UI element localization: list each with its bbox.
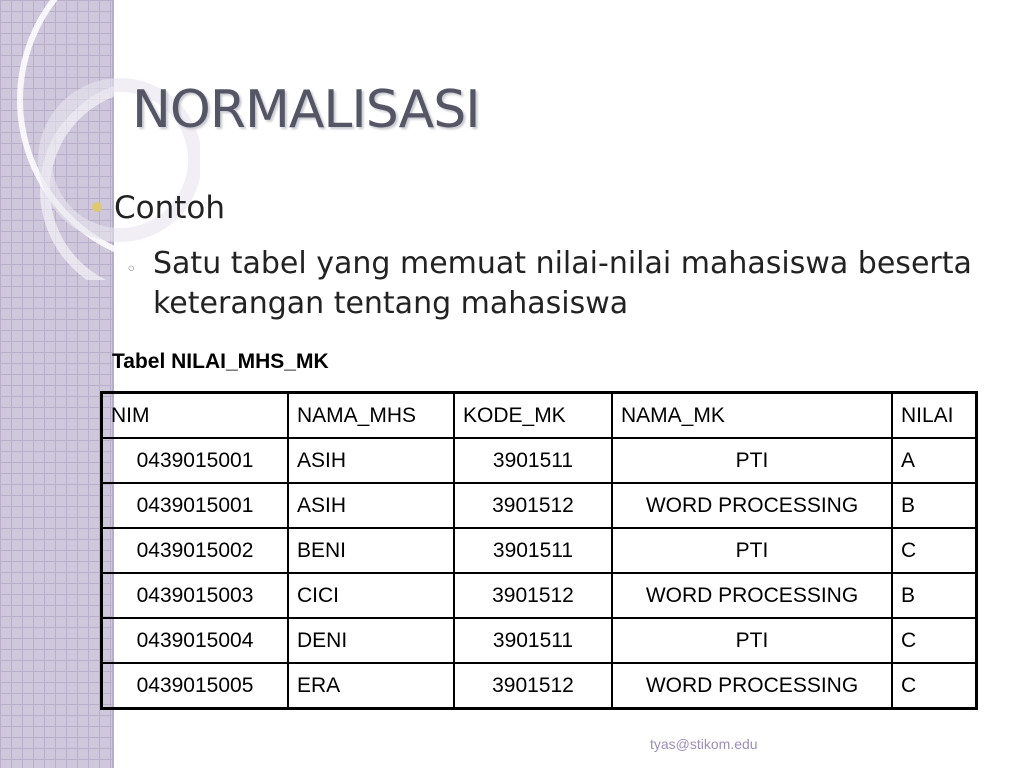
- cell-nama-mhs: ASIH: [288, 483, 454, 528]
- cell-nilai: B: [892, 483, 977, 528]
- cell-kode-mk: 3901511: [454, 528, 612, 573]
- cell-kode-mk: 3901512: [454, 573, 612, 618]
- cell-kode-mk: 3901511: [454, 438, 612, 483]
- table-row: [102, 483, 977, 528]
- cell-nama-mhs: ASIH: [288, 438, 454, 483]
- cell-nama-mk: WORD PROCESSING: [612, 483, 892, 528]
- cell-nama-mhs: ERA: [288, 663, 454, 709]
- table-caption: Tabel NILAI_MHS_MK: [112, 350, 329, 373]
- cell-nama-mk: PTI: [612, 528, 892, 573]
- cell-nilai: C: [892, 618, 977, 663]
- cell-nama-mk: WORD PROCESSING: [612, 573, 892, 618]
- nilai-mhs-mk-table: [100, 391, 978, 710]
- cell-nama-mhs: BENI: [288, 528, 454, 573]
- cell-nilai: A: [892, 438, 977, 483]
- footer-email: tyas@stikom.edu: [650, 736, 758, 752]
- cell-nilai: C: [892, 663, 977, 709]
- slide-title: NORMALISASI: [132, 80, 480, 140]
- cell-nama-mk: PTI: [612, 438, 892, 483]
- cell-nim: 0439015004: [102, 618, 289, 663]
- table-header-row: [102, 393, 977, 439]
- cell-kode-mk: 3901512: [454, 663, 612, 709]
- cell-nama-mk: WORD PROCESSING: [612, 663, 892, 709]
- cell-nim: 0439015001: [102, 438, 289, 483]
- cell-kode-mk: 3901512: [454, 483, 612, 528]
- header-nim: NIM: [102, 393, 289, 439]
- bullet-contoh: [92, 190, 225, 226]
- cell-nama-mk: PTI: [612, 618, 892, 663]
- cell-nim: 0439015003: [102, 573, 289, 618]
- cell-nilai: B: [892, 573, 977, 618]
- bullet-contoh-text: Contoh: [114, 190, 226, 226]
- table-row: [102, 438, 977, 483]
- cell-nama-mhs: CICI: [288, 573, 454, 618]
- sub-bullet-text: Satu tabel yang memuat nilai-nilai mahasiswa beserta keterangan tentang mahasiswa: [153, 246, 972, 321]
- header-kode-mk: KODE_MK: [454, 393, 612, 439]
- decorative-circles: [0, 0, 200, 280]
- ring-bullet-icon: ◦: [126, 259, 137, 280]
- table-row: [102, 663, 977, 709]
- sub-bullet-description: [126, 244, 1006, 324]
- table-row: [102, 573, 977, 618]
- cell-nama-mhs: DENI: [288, 618, 454, 663]
- table-row: [102, 528, 977, 573]
- cell-kode-mk: 3901511: [454, 618, 612, 663]
- cell-nim: 0439015002: [102, 528, 289, 573]
- cell-nilai: C: [892, 528, 977, 573]
- header-nama-mhs: NAMA_MHS: [288, 393, 454, 439]
- cell-nim: 0439015005: [102, 663, 289, 709]
- cell-nim: 0439015001: [102, 483, 289, 528]
- table-row: [102, 618, 977, 663]
- header-nilai: NILAI: [892, 393, 977, 439]
- header-nama-mk: NAMA_MK: [612, 393, 892, 439]
- bullet-dot-icon: [92, 202, 102, 212]
